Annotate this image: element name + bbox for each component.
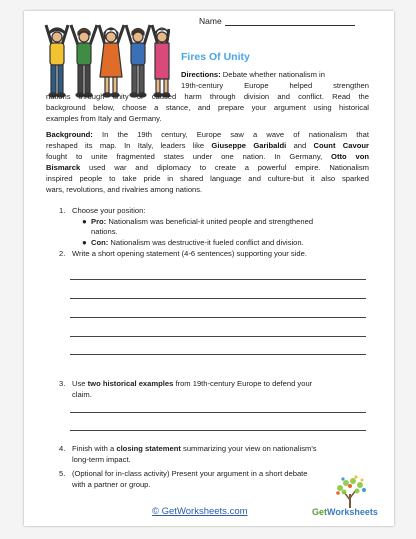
logo-text-get: Get — [312, 507, 328, 517]
bismarck-name-part-1: Otto von — [331, 152, 369, 161]
name-line[interactable] — [225, 16, 355, 26]
item-1-text: Choose your position: — [72, 206, 146, 215]
getworksheets-link[interactable]: © GetWorksheets.com — [152, 506, 248, 517]
answer-line[interactable] — [70, 354, 366, 355]
logo-text-worksheets: Worksheets — [327, 507, 378, 517]
directions-label: Directions: — [181, 70, 221, 79]
bismarck-name-part-2: Bismarck — [46, 163, 81, 172]
pro-bullet-continued: nations. — [91, 227, 118, 236]
name-label: Name — [199, 16, 222, 26]
background-line-5: inspired people to take pride in shared language and culture-but it also sparked — [46, 174, 369, 183]
bullet-icon: ● — [82, 217, 87, 226]
directions-line-2: 19th-century Europe helped strengthen — [181, 81, 369, 90]
list-item-1 — [59, 206, 372, 217]
item-3-number: 3. — [59, 379, 66, 388]
directions-line-1 — [181, 69, 369, 80]
item-4-text-rest: summarizing your view on nationalism's — [183, 444, 317, 453]
answer-line[interactable] — [70, 279, 366, 280]
list-item-2 — [59, 249, 372, 260]
background-text-2: reshaped its map. In Italy, leaders like — [46, 141, 205, 150]
directions-line-3: nations through unity or caused harm through division and conflict. Read the — [46, 92, 369, 101]
list-item-5-continued: with a partner or group. — [72, 480, 151, 489]
background-text-1: In the 19th century, Europe saw a wave of nationalism that — [102, 130, 369, 139]
worksheet-page — [24, 11, 394, 526]
item-4-number: 4. — [59, 444, 66, 453]
list-item-4-continued: long-term impact. — [72, 455, 131, 464]
item-2-text: Write a short opening statement (4-6 sentences) supporting your side. — [72, 249, 307, 258]
item-1-number: 1. — [59, 206, 66, 215]
background-line-3 — [46, 151, 369, 162]
item-3-text-rest: from 19th-century Europe to defend your — [175, 379, 313, 388]
answer-line[interactable] — [70, 430, 366, 431]
item-3-bold: two historical examples — [87, 379, 174, 388]
con-text: Nationalism was destructive-it fueled conflict and division. — [110, 238, 304, 247]
pro-label: Pro: — [91, 217, 107, 226]
directions-text: Debate whether nationalism in — [222, 70, 325, 79]
item-3-text-pre: Use — [72, 379, 86, 388]
pro-bullet — [82, 217, 371, 228]
list-item-4 — [59, 444, 372, 455]
background-line-1 — [46, 129, 369, 140]
background-line-4 — [46, 162, 369, 173]
answer-line[interactable] — [70, 317, 366, 318]
list-item-3-continued: claim. — [72, 390, 92, 399]
pro-text: Nationalism was beneficial-it united people and strengthened — [108, 217, 314, 226]
answer-line[interactable] — [70, 336, 366, 337]
background-label: Background: — [46, 130, 93, 139]
logo-wordmark — [312, 507, 378, 517]
background-text-3: fought to unite fragmented states under one nation. In Germany, — [46, 152, 323, 161]
background-and: and — [293, 141, 307, 150]
answer-line[interactable] — [70, 412, 366, 413]
name-field — [199, 16, 355, 26]
directions-line-5: examples from Italy and Germany. — [46, 114, 162, 123]
item-4-bold: closing statement — [116, 444, 181, 453]
item-2-number: 2. — [59, 249, 66, 258]
list-item-3 — [59, 379, 372, 390]
background-line-6: wars, revolutions, and rivalries among nations. — [46, 185, 203, 194]
con-bullet — [82, 238, 371, 249]
background-line-2 — [46, 140, 369, 151]
bullet-icon: ● — [82, 238, 87, 247]
answer-line[interactable] — [70, 298, 366, 299]
item-5-text: (Optional for in-class activity) Present your argument in a short debate — [72, 469, 308, 478]
getworksheets-logo — [310, 474, 390, 522]
garibaldi-name: Giuseppe Garibaldi — [211, 141, 287, 150]
item-5-number: 5. — [59, 469, 66, 478]
worksheet-title: Fires Of Unity — [181, 51, 250, 63]
cavour-name: Count Cavour — [313, 141, 369, 150]
directions-line-4: background below, choose a stance, and prepare your argument using historical — [46, 103, 369, 112]
background-text-4: used war and diplomacy to create a powerful empire. Nationalism — [89, 163, 369, 172]
item-4-text-pre: Finish with a — [72, 444, 115, 453]
con-label: Con: — [91, 238, 109, 247]
